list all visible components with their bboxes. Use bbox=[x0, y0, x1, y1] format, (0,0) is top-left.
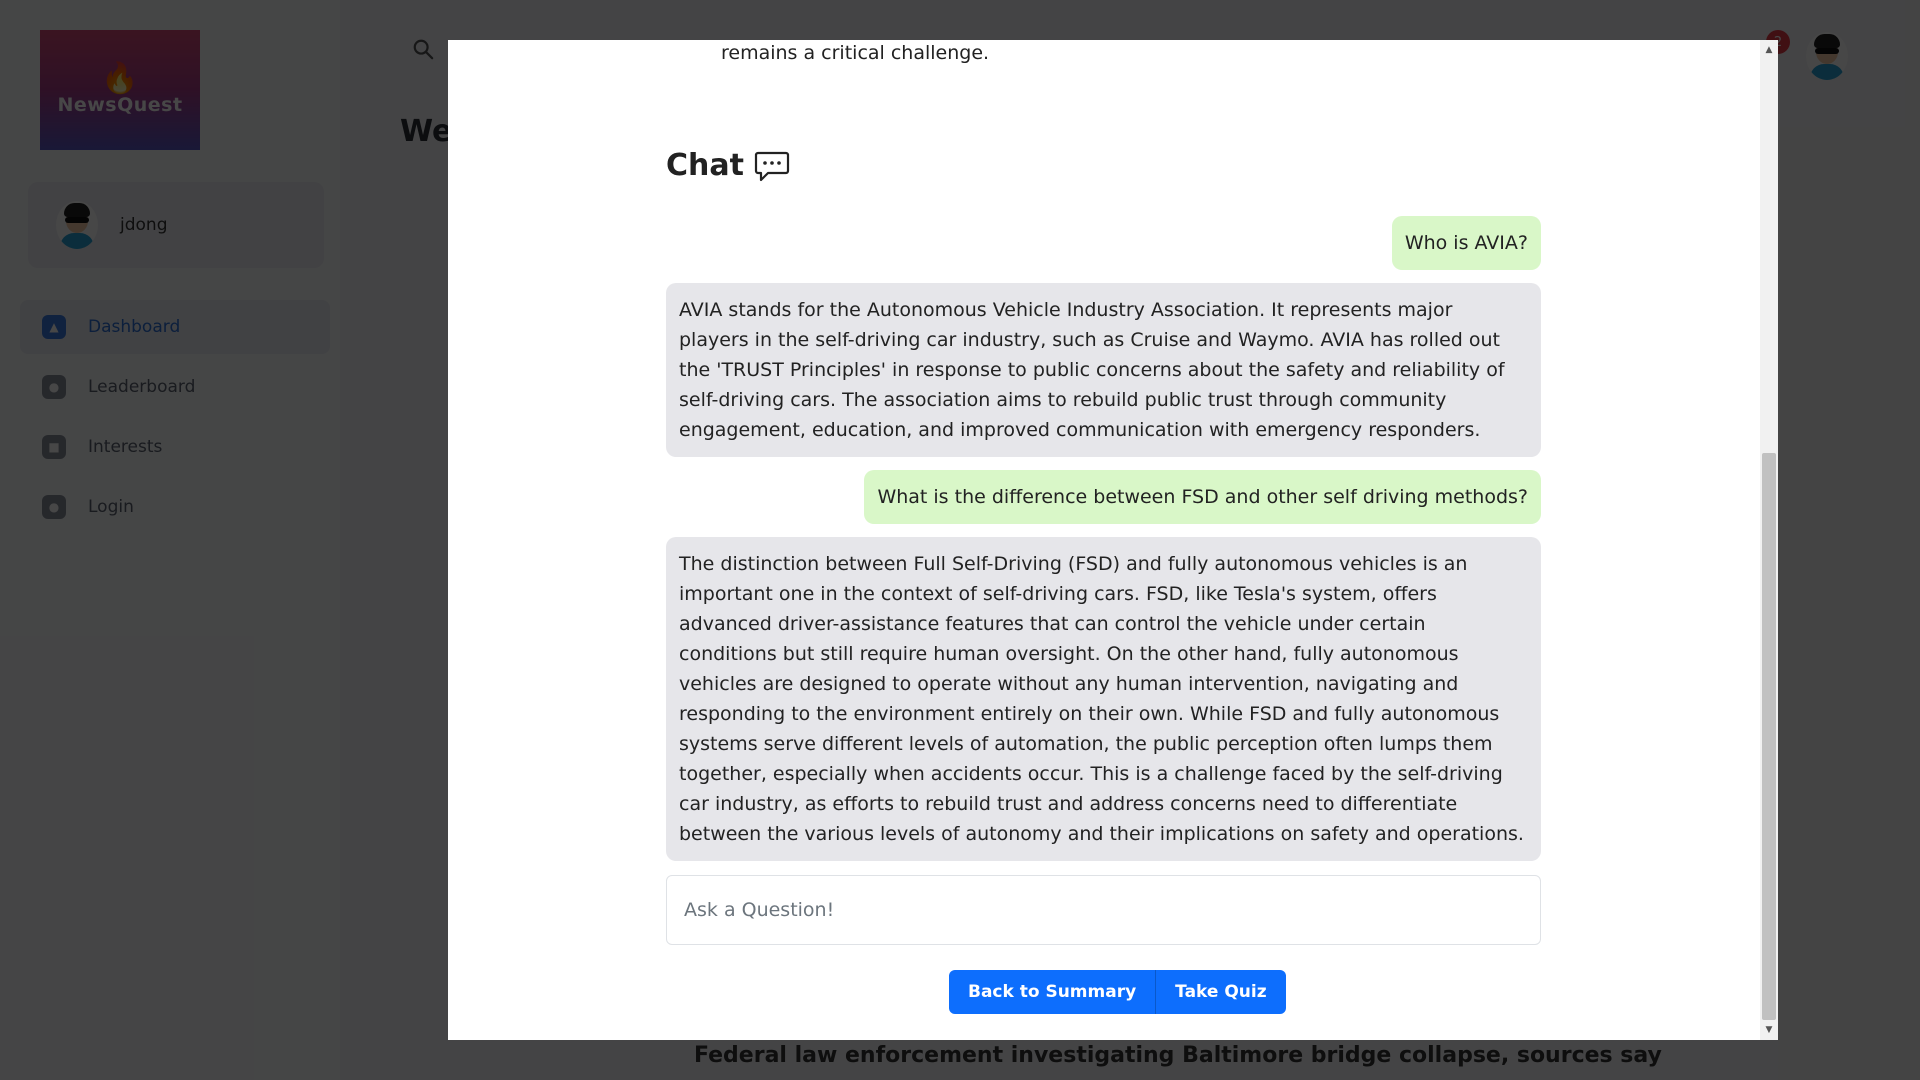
ask-question-input[interactable] bbox=[666, 875, 1541, 945]
modal-button-group bbox=[949, 970, 1286, 1014]
scroll-down-arrow-icon[interactable]: ▼ bbox=[1765, 1025, 1773, 1035]
back-to-summary-button[interactable]: Back to Summary bbox=[949, 970, 1156, 1014]
user-message: Who is AVIA? bbox=[1392, 216, 1541, 270]
scroll-thumb[interactable] bbox=[1762, 453, 1776, 1020]
chat-title-text: Chat bbox=[666, 148, 744, 183]
user-message: What is the difference between FSD and other self driving methods? bbox=[864, 470, 1541, 524]
chat-modal bbox=[448, 40, 1778, 1040]
modal-scrollbar[interactable] bbox=[1760, 40, 1778, 1040]
summary-tail-text: remains a critical challenge. bbox=[721, 42, 990, 64]
chat-bubble-icon bbox=[754, 150, 790, 182]
modal-content bbox=[448, 40, 1760, 1040]
chat-title bbox=[666, 148, 790, 183]
bot-message: The distinction between Full Self-Driving (FSD) and fully autonomous vehicles is an important one in the context of self-driving cars. FSD, like Tesla's system, offers advanced driver-assistance features that can control the vehicle under certain conditions but still require human oversight. On the other hand, fully autonomous vehicles are designed to operate without any human intervention, navigating and responding to the environment entirely on their own. While FSD and fully autonomous systems serve different levels of automation, the public perception often lumps them together, especially when accidents occur. This is a challenge faced by the self-driving car industry, as efforts to rebuild trust and address concerns need to differentiate between the various levels of autonomy and their implications on safety and operations. bbox=[666, 537, 1541, 861]
bot-message: AVIA stands for the Autonomous Vehicle Industry Association. It represents major players in the self-driving car industry, such as Cruise and Waymo. AVIA has rolled out the 'TRUST Principles' in response to public concerns about the safety and reliability of self-driving cars. The association aims to rebuild public trust through community engagement, education, and improved communication with emergency responders. bbox=[666, 283, 1541, 457]
chat-messages bbox=[666, 216, 1541, 874]
scroll-up-arrow-icon[interactable]: ▲ bbox=[1765, 45, 1773, 55]
take-quiz-button[interactable]: Take Quiz bbox=[1156, 970, 1285, 1014]
